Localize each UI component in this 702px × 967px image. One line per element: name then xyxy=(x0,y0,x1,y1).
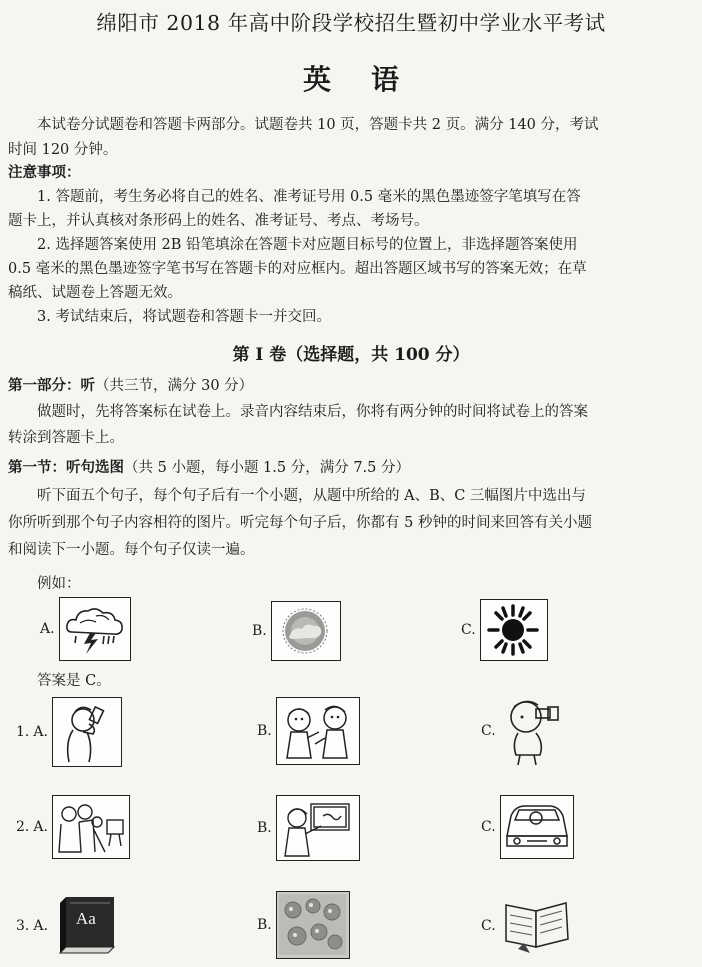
part1-instr-line-2: 转涂到答题卡上。 xyxy=(8,430,124,446)
subject-title: 英语 xyxy=(302,63,439,96)
section1-instr-line-3: 和阅读下一小题。每个句子仅读一遍。 xyxy=(8,542,255,558)
question-3-option-c: C. xyxy=(481,895,574,957)
note-1-line-2: 题卡上，并认真核对条形码上的姓名、准考证号、考点、考场号。 xyxy=(8,213,429,229)
open-notebook-icon xyxy=(500,895,574,957)
part1-heading xyxy=(8,375,690,397)
note-2-line-3: 稿纸、试题卷上答题无效。 xyxy=(8,285,182,301)
question-3-option-a: 3. A. Aa xyxy=(16,893,122,959)
two-kids-talking-icon xyxy=(276,697,360,765)
section1-heading xyxy=(8,457,690,479)
question-3-option-b: B. xyxy=(257,891,350,959)
dictionary-book-icon xyxy=(52,893,122,959)
sun-icon xyxy=(480,599,548,661)
note-1-line-1: 1. 答题前，考生务必将自己的姓名、准考证号用 0.5 毫米的黑色墨迹签字笔填写在答 xyxy=(37,189,581,205)
section1-instr-line-1: 听下面五个句子，每个句子后有一个小题，从题中所给的 A、B、C 三幅图片中选出与 xyxy=(37,488,586,504)
example-answer: 答案是 C。 xyxy=(37,673,111,689)
colorful-picture-book-icon xyxy=(276,891,350,959)
exam-title: 绵阳市 2018 年高中阶段学校招生暨初中学业水平考试 xyxy=(96,11,606,35)
volume-heading: 第 I 卷（选择题，共 100 分） xyxy=(232,345,470,365)
person-with-binoculars-icon xyxy=(500,695,564,767)
example-option-a: A. xyxy=(40,597,131,661)
note-2-line-2: 0.5 毫米的黑色墨迹签字笔书写在答题卡的对应框内。超出答题区域书写的答案无效；在草 xyxy=(8,261,587,277)
cloudy-sun-icon xyxy=(271,601,341,661)
example-option-c: C. xyxy=(461,599,548,661)
part1-heading-detail: （共三节，满分 30 分） xyxy=(95,378,254,394)
person-driving-car-icon xyxy=(500,795,574,859)
storm-cloud-icon xyxy=(59,597,131,661)
example-label: 例如： xyxy=(37,576,81,592)
dictionary-book-text: Aa xyxy=(75,909,96,928)
section1-instr-line-2: 你所听到那个句子内容相符的图片。听完每个句子后，你都有 5 秒钟的时间来回答有关小题 xyxy=(8,515,592,531)
teacher-at-board-icon xyxy=(276,795,360,861)
question-1-option-b: B. xyxy=(257,697,360,765)
question-2-option-b: B. xyxy=(257,795,360,861)
intro-line-2: 时间 120 分钟。 xyxy=(8,142,118,158)
family-watching-tv-icon xyxy=(52,795,130,859)
note-3: 3. 考试结束后，将试题卷和答题卡一并交回。 xyxy=(37,309,331,325)
question-1-option-a: 1. A. xyxy=(16,697,122,767)
section1-heading-label: 第一节：听句选图 xyxy=(8,459,124,476)
question-2-option-c: C. xyxy=(481,795,574,859)
question-2-option-a: 2. A. xyxy=(16,795,130,859)
notes-heading: 注意事项： xyxy=(8,164,81,181)
example-option-b: B. xyxy=(252,601,341,661)
note-2-line-1: 2. 选择题答案使用 2B 铅笔填涂在答题卡对应题目标号的位置上，非选择题答案使用 xyxy=(37,237,578,253)
section1-heading-detail: （共 5 小题，每小题 1.5 分，满分 7.5 分） xyxy=(124,460,410,476)
intro-line-1: 本试卷分试题卷和答题卡两部分。试题卷共 10 页，答题卡共 2 页。满分 140 分，考试 xyxy=(37,117,599,133)
person-drinking-icon xyxy=(52,697,122,767)
question-1-option-c: C. xyxy=(481,695,564,767)
part1-heading-label: 第一部分：听 xyxy=(8,377,95,394)
part1-instr-line-1: 做题时，先将答案标在试卷上。录音内容结束后，你将有两分钟的时间将试卷上的答案 xyxy=(37,404,588,420)
